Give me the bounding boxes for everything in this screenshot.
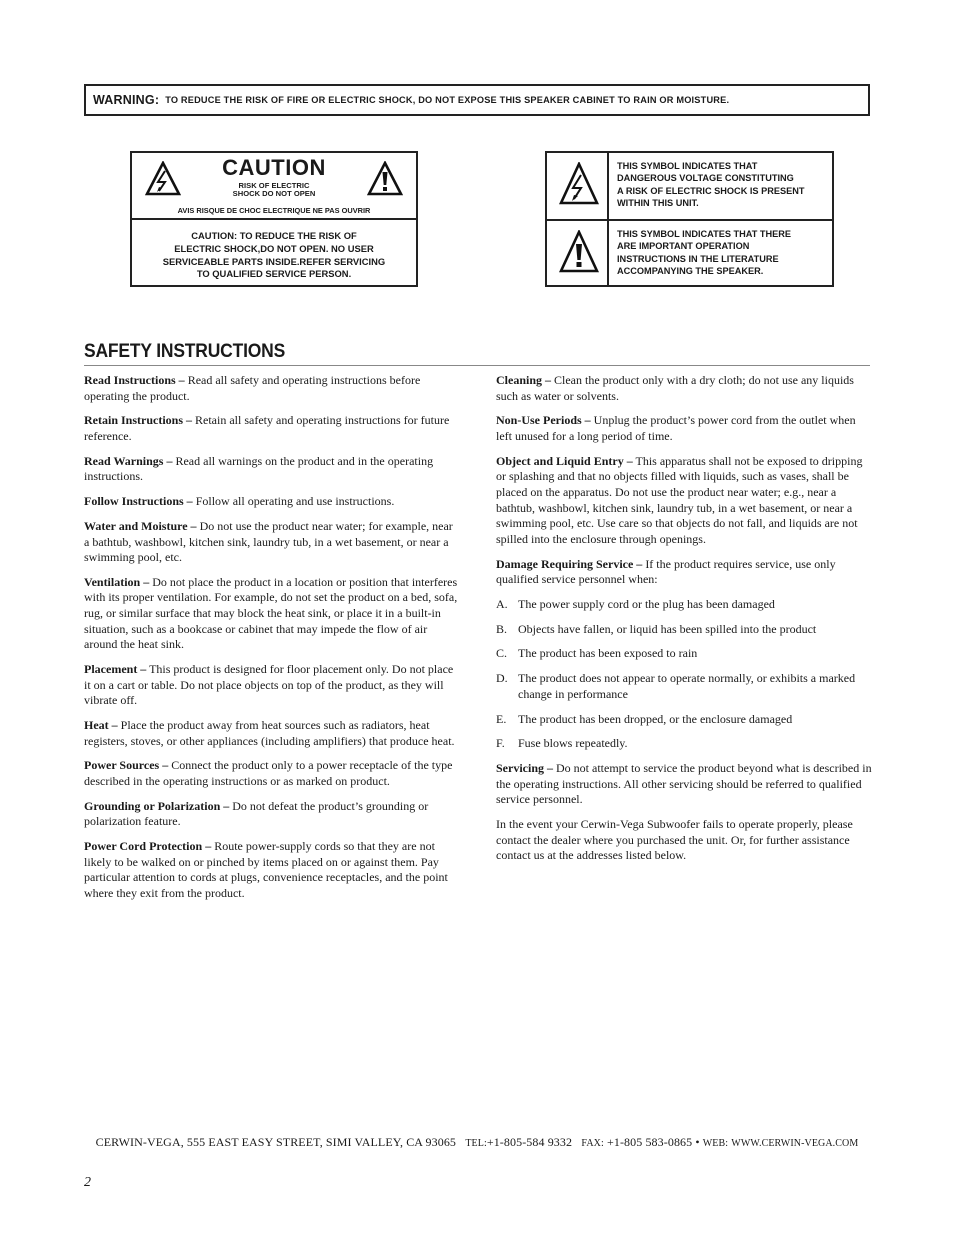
page-number: 2 [84,1175,91,1190]
caution-label [130,151,418,287]
caution-body: CAUTION: TO REDUCE THE RISK OF ELECTRIC SHOCK,DO NOT OPEN. NO USER SERVICEABLE PARTS INSIDE.REFER SERVICING TO QUALIFIED SERVICE PERSON. [162,230,386,280]
left-column [84,373,460,911]
instruction-item: Grounding or Polarization – Do not defeat the product’s grounding or polarization feature. [84,798,429,829]
warning-text: TO REDUCE THE RISK OF FIRE OR ELECTRIC SHOCK, DO NOT EXPOSE THIS SPEAKER CABINET TO RAIN OR MOISTURE. [165,95,730,105]
exclamation-triangle-icon [559,230,599,274]
instruction-item: Object and Liquid Entry – This apparatus shall not be exposed to dripping or splashing and that no objects filled with liquids, such as vases, shall be placed on the apparatus. Do not use the product near water; e.g., near a bathtub, washbowl, kitchen sink, laundry tub, in a wet basement, or near a swimming pool, etc. Use care so that objects do not fall, and liquids are not spilled into the enclosure through openings. [496,453,863,546]
footer-tel-label: TEL: [465,1138,487,1149]
footer-contact: CERWIN-VEGA, 555 EAST EASY STREET, SIMI VALLEY, CA 93065 TEL:+1-805-584 9332 FAX: +1-805 583-0865 • WEB: WWW.CERWIN-VEGA.COM [95,1135,859,1149]
caution-label-header [132,153,416,220]
instruction-item: Follow Instructions – Follow all operating and use instructions. [84,494,395,509]
section-title: SAFETY INSTRUCTIONS [84,341,286,362]
symbol-divider [607,153,609,219]
instruction-item: Read Warnings – Read all warnings on the product and in the operating instructions. [84,453,434,484]
footer-web: WWW.CERWIN-VEGA.COM [731,1138,859,1149]
symbol-legend [545,151,834,287]
instruction-item: Ventilation – Do not place the product in a location or position that interferes with its proper ventilation. For example, do not set the product on a bed, sofa, rug, or similar surface that may block the heat sink, or place it in a built-in situation, such as a bookcase or cabinet that may impede the flow of air around the heat sink. [84,574,458,652]
instruction-item: Power Cord Protection – Route power-supply cords so that they are not likely to be walked on or pinched by items placed on or against them. Pay particular attention to cords at plugs, convenience receptacles, and the point where they exit from the product. [84,839,448,900]
instruction-item: Heat – Place the product away from heat sources such as radiators, heat registers, stoves, or other appliances (including amplifiers) that produce heat. [84,718,455,748]
footer-web-label: WEB: [702,1138,729,1149]
footer-tel: +1-805-584 9332 [486,1135,573,1149]
warning-banner [84,84,870,116]
instruction-item: Placement – This product is designed for floor placement only. Do not place it on a cart or table. Do not place objects on top of the product, as they will vibrate off. [84,662,454,708]
caution-french-text: AVIS RISQUE DE CHOC ELECTRIQUE NE PAS OUVRIR [177,206,371,215]
footer-fax: +1-805 583-0865 [606,1135,693,1149]
lightning-triangle-icon [559,162,599,206]
instruction-item: Servicing – Do not attempt to service the product beyond what is described in the operating instructions. All other servicing should be referred to qualified service personnel. [496,761,872,807]
warning-label: WARNING: [93,93,160,107]
right-column [496,373,872,873]
symbol-divider [607,221,609,287]
instruction-item: Non-Use Periods – Unplug the product’s power cord from the outlet when left unused for a long period of time. [496,413,856,443]
footer-address: CERWIN-VEGA, 555 EAST EASY STREET, SIMI VALLEY, CA 93065 [95,1135,457,1149]
service-condition-item: B. Objects have fallen, or liquid has been spilled into the product [496,621,817,636]
footer-fax-label: FAX: [581,1138,604,1149]
symbol-row-instructions [547,221,832,287]
instruction-item: Damage Requiring Service – If the product requires service, use only qualified service personnel when: [496,556,836,587]
caution-title: CAUTION [222,155,326,180]
service-condition-item: E. The product has been dropped, or the enclosure damaged [496,711,793,726]
instruction-item: Cleaning – Clean the product only with a dry cloth; do not use any liquids such as water or solvents. [496,373,854,403]
closing-paragraph: In the event your Cerwin-Vega Subwoofer fails to operate properly, please contact the dealer where you purchased the unit. Or, for further assistance contact us at the addresses listed below. [496,817,853,863]
service-condition-item: D. The product does not appear to operate normally, or exhibits a marked change in performance [496,671,856,701]
exclamation-triangle-icon [367,161,403,197]
service-condition-item: F. Fuse blows repeatedly. [496,736,628,751]
instruction-item: Water and Moisture – Do not use the product near water; for example, near a bathtub, washbowl, kitchen sink, laundry tub, in a wet basement, or near a swimming pool, etc. [84,518,453,565]
caution-subtitle: RISK OF ELECTRIC SHOCK DO NOT OPEN [232,181,316,198]
instruction-item: Read Instructions – Read all safety and operating instructions before operating the product. [84,373,421,403]
section-divider [84,365,870,366]
symbol-instructions-text: THIS SYMBOL INDICATES THAT THERE ARE IMPORTANT OPERATION INSTRUCTIONS IN THE LITERATURE ACCOMPANYING THE SPEAKER. [617,229,792,277]
symbol-row-voltage [547,153,832,221]
symbol-voltage-text: THIS SYMBOL INDICATES THAT DANGEROUS VOLTAGE CONSTITUTING A RISK OF ELECTRIC SHOCK IS PRESENT WITHIN THIS UNIT. [617,161,805,209]
service-condition-item: C. The product has been exposed to rain [496,646,698,661]
service-condition-item: A. The power supply cord or the plug has been damaged [496,596,775,611]
instruction-item: Power Sources – Connect the product only to a power receptacle of the type described in the operating instructions or as marked on product. [84,758,453,788]
instruction-item: Retain Instructions – Retain all safety and operating instructions for future reference. [84,413,450,443]
